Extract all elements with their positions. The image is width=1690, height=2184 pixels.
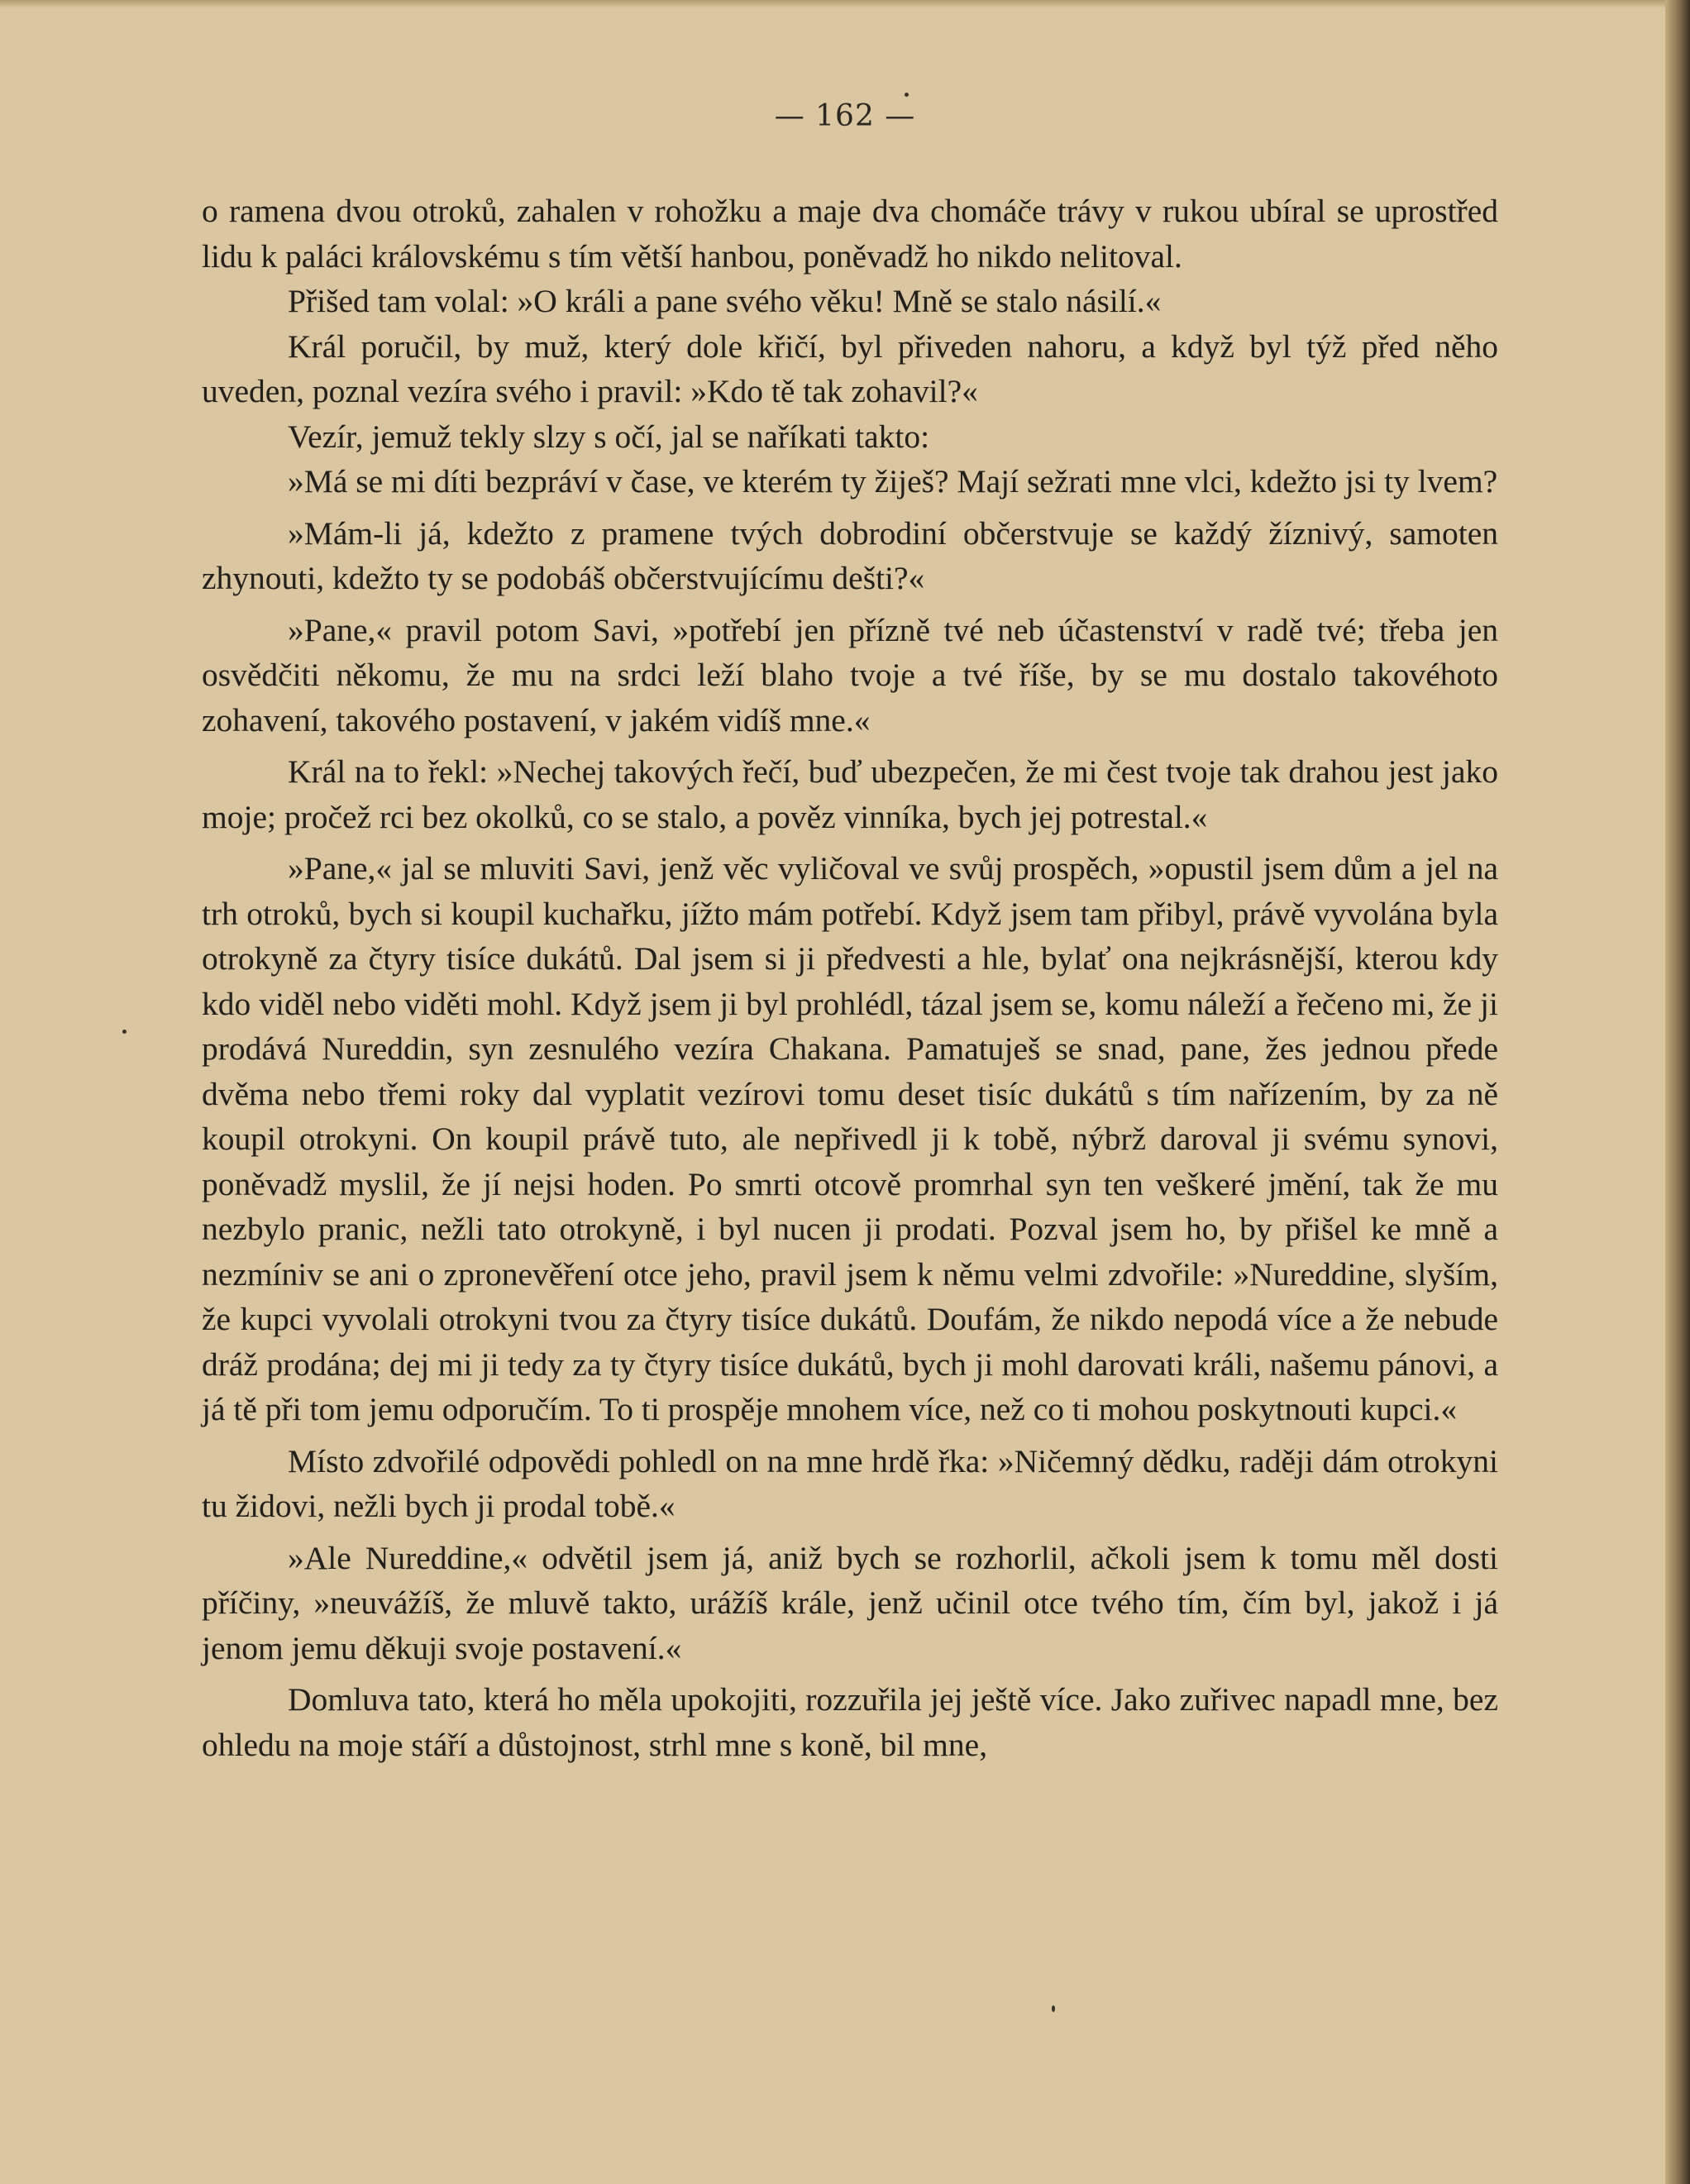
paragraph: »Má se mi díti bezpráví v čase, ve kterém ty žiješ? Mají sežrati mne vlci, kdežto jsi ty lvem? [288,463,1498,499]
paragraph: Vezír, jemuž tekly slzy s očí, jal se naříkati takto: [288,418,930,455]
page-binding-edge [1665,0,1690,2184]
page-number: — 162 — [774,99,916,133]
print-speck [1052,2005,1055,2012]
paragraph: Král na to řekl: »Nechej takových řečí, buď ubezpečen, že mi čest tvoje tak drahou jest jako moje; pročež rci bez okolků, co se stalo, a pověz vinníka, bych jej potrestal.« [202,753,1498,835]
paragraph: »Mám-li já, kdežto z pramene tvých dobrodiní občerstvuje se každý žíznivý, samoten zhynouti, kdežto ty se podobáš občerstvujícímu dešti?« [202,514,1498,596]
paragraph: Místo zdvořilé odpovědi pohledl on na mne hrdě řka: »Ničemný dědku, raději dám otrokyni tu židovi, nežli bych ji prodal tobě.« [202,1442,1498,1524]
paragraph: Král poručil, by muž, který dole křičí, byl přiveden nahoru, a když byl týž před něho uveden, poznal vezíra svého i pravil: »Kdo tě tak zohavil?« [202,327,1498,409]
paragraph: »Ale Nureddine,« odvětil jsem já, aniž bych se rozhorlil, ačkoli jsem k tomu měl dosti příčiny, »neuvážíš, že mluvě takto, urážíš krále, jenž učinil otce tvého tím, čím byl, jakož i já jenom jemu děkuji svoje postavení.« [202,1539,1498,1666]
page-top-edge [0,0,1690,8]
paragraph: Přišed tam volal: »O králi a pane svého věku! Mně se stalo násilí.« [288,283,1162,319]
body-text [202,189,1498,1767]
paragraph: o ramena dvou otroků, zahalen v rohožku a maje dva chomáče trávy v rukou ubíral se uprostřed lidu k paláci královskému s tím větší hanbou, poněvadž ho nikdo nelitoval. [202,193,1498,275]
paragraph: »Pane,« jal se mluviti Savi, jenž věc vyličoval ve svůj prospěch, »opustil jsem dům a jel na trh otroků, bych si koupil kuchařku, jížto mám potřebí. Když jsem tam přibyl, právě vyvolána byla otrokyně za čtyry tisíce dukátů. Dal jsem si ji předvesti a hle, bylať ona nejkrásnější, kterou kdy kdo viděl nebo viděti mohl. Když jsem ji byl prohlédl, tázal jsem se, komu náleží a řečeno mi, že ji prodává Nureddin, syn zesnulého vezíra Chakana. Pamatuješ se snad, pane, žes jednou přede dvěma nebo třemi roky dal vyplatit vezírovi tomu deset tisíc dukátů s tím nařízením, by za ně koupil otrokyni. On koupil právě tuto, ale nepřivedl ji k tobě, nýbrž daroval ji svému synovi, poněvadž myslil, že jí nejsi hoden. Po smrti otcově promrhal syn ten veškeré jmění, tak že mu nezbylo pranic, nežli tato otrokyně, i byl nucen ji prodati. Pozval jsem ho, by přišel ke mně a nezmíniv se ani o zpronevěření otce jeho, pravil jsem k němu velmi zdvořile: »Nureddine, slyším, že kupci vyvolali otrokyni tvou za čtyry tisíce dukátů. Doufám, že nikdo nepodá více a že nebude dráž prodána; dej mi ji tedy za ty čtyry tisíce dukátů, bych ji mohl darovati králi, našemu pánovi, a já tě při tom jemu odporučím. To ti prospěje mnohem více, než co ti mohou poskytnouti kupci.« [202,850,1498,1427]
print-speck [122,1030,127,1034]
paragraph: Domluva tato, která ho měla upokojiti, rozzuřila jej ještě více. Jako zuřivec napadl mne, bez ohledu na moje stáří a důstojnost, strhl mne s koně, bil mne, [202,1681,1498,1763]
print-speck [905,93,909,97]
paragraph: »Pane,« pravil potom Savi, »potřebí jen přízně tvé neb účastenství v radě tvé; třeba jen osvědčiti někomu, že mu na srdci leží blaho tvoje a tvé říše, by se mu dostalo takovéhoto zohavení, takového postavení, v jakém vidíš mne.« [202,611,1498,738]
